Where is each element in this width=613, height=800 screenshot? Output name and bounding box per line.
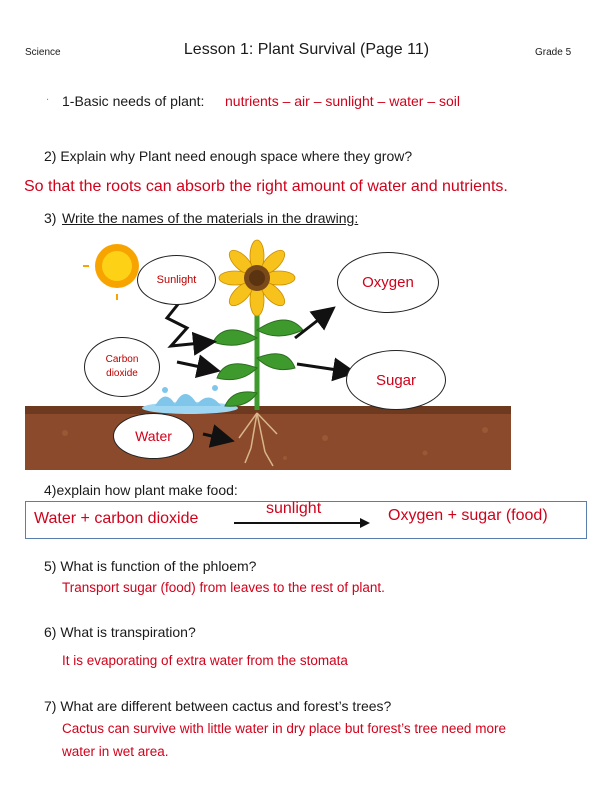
q7-answer-line1: Cactus can survive with little water in dry place but forest’s tree need more bbox=[62, 721, 506, 736]
subject-label: Science bbox=[25, 47, 61, 58]
page-title: Lesson 1: Plant Survival (Page 11) bbox=[183, 41, 430, 58]
q7-question: 7) What are different between cactus and forest’s trees? bbox=[44, 698, 392, 714]
q6-question: 6) What is transpiration? bbox=[44, 624, 196, 640]
sugar-arrow bbox=[297, 364, 351, 372]
sunlight-arrow bbox=[167, 298, 211, 346]
q2-question: 2) Explain why Plant need enough space where they grow? bbox=[44, 148, 413, 164]
equation-reactants: Water + carbon dioxide bbox=[34, 510, 199, 527]
equation-products: Oxygen + sugar (food) bbox=[388, 507, 548, 524]
carbon-dioxide-bubble bbox=[84, 337, 160, 397]
oxygen-bubble bbox=[337, 252, 439, 313]
sunflower-head bbox=[219, 240, 295, 316]
sugar-label: Sugar bbox=[375, 371, 417, 389]
q5-question: 5) What is function of the phloem? bbox=[44, 558, 257, 574]
q6-answer: It is evaporating of extra water from the stomata bbox=[62, 653, 348, 668]
carbon-arrow bbox=[177, 362, 215, 370]
sugar-bubble bbox=[346, 350, 446, 410]
equation-arrow-label: sunlight bbox=[266, 500, 322, 517]
sunlight-bubble bbox=[137, 255, 216, 305]
soil-surface bbox=[25, 406, 511, 414]
q5-answer: Transport sugar (food) from leaves to the rest of plant. bbox=[62, 580, 385, 595]
equation-arrow-icon bbox=[232, 516, 372, 530]
water-splash bbox=[142, 385, 238, 414]
soil bbox=[25, 408, 511, 470]
q3-number: 3) bbox=[44, 210, 57, 226]
water-bubble bbox=[113, 413, 194, 459]
grade-label: Grade 5 bbox=[535, 47, 572, 58]
q2-answer: So that the roots can absorb the right amount of water and nutrients. bbox=[24, 178, 508, 195]
q7-answer-line2: water in wet area. bbox=[62, 744, 169, 759]
q3-question: Write the names of the materials in the drawing: bbox=[62, 210, 359, 226]
oxygen-label: Oxygen bbox=[362, 274, 414, 291]
q1-answer: nutrients – air – sunlight – water – soil bbox=[225, 93, 461, 109]
oxygen-arrow bbox=[295, 310, 331, 338]
q1-question: 1-Basic needs of plant: bbox=[62, 93, 205, 109]
water-label: Water bbox=[135, 428, 172, 444]
carbon-label-line1: Carbon bbox=[105, 354, 139, 365]
sunlight-label: Sunlight bbox=[156, 274, 197, 286]
carbon-label-line2: dioxide bbox=[106, 368, 138, 379]
q4-question: 4)explain how plant make food: bbox=[44, 482, 238, 498]
q1-bullet: . bbox=[46, 91, 50, 103]
